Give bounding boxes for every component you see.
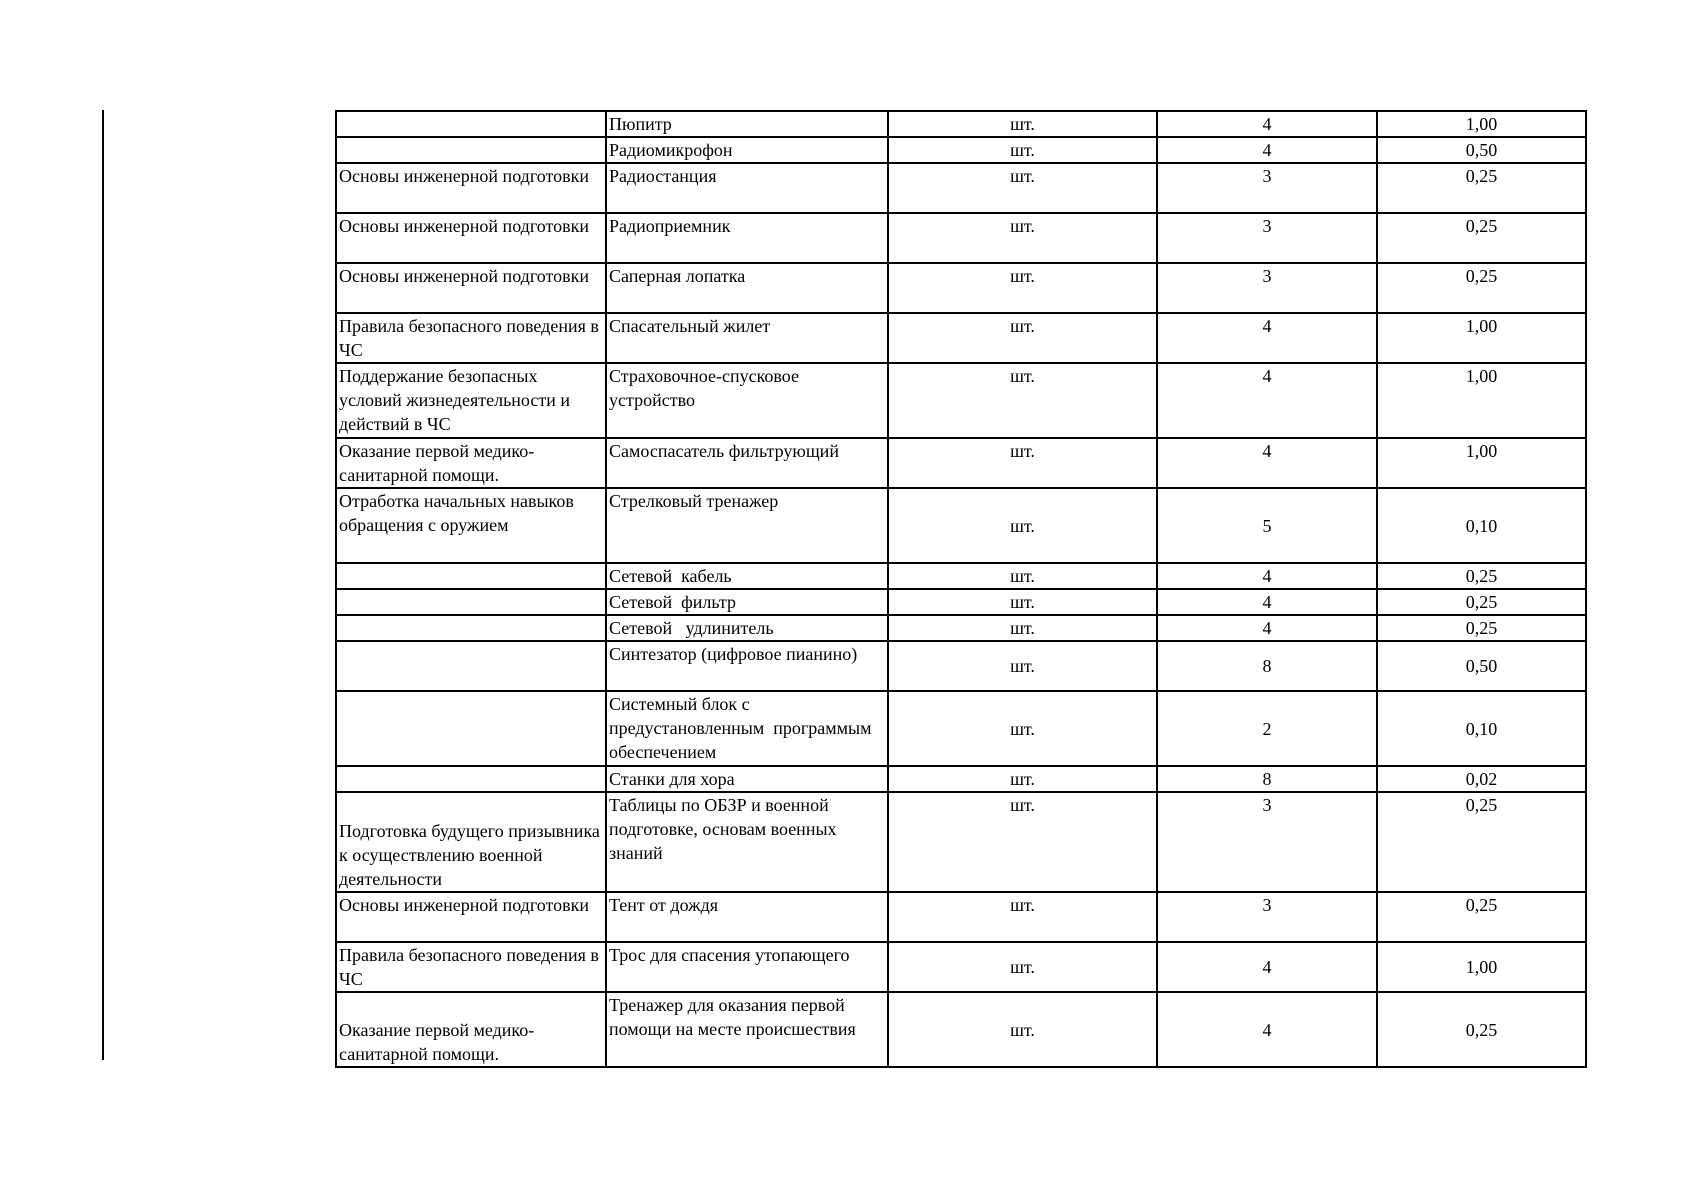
- quantity-cell: 4: [1157, 563, 1377, 589]
- rate-cell: 0,25: [1377, 615, 1586, 641]
- subject-cell: Оказание первой медико-санитарной помощи.: [336, 438, 606, 488]
- rate-cell: 0,10: [1377, 488, 1586, 563]
- subject-cell: [336, 766, 606, 792]
- subject-cell: Поддержание безопасных условий жизнедеятельности и действий в ЧС: [336, 363, 606, 438]
- item-name-cell: Самоспасатель фильтрующий: [606, 438, 888, 488]
- table-row: [336, 363, 1586, 438]
- table-row: [336, 137, 1586, 163]
- table-row: [336, 263, 1586, 313]
- quantity-cell: 4: [1157, 137, 1377, 163]
- table-row: [336, 438, 1586, 488]
- table-row: [336, 589, 1586, 615]
- rate-cell: 0,25: [1377, 263, 1586, 313]
- table-row: [336, 213, 1586, 263]
- table-row: [336, 615, 1586, 641]
- unit-cell: шт.: [888, 792, 1157, 892]
- unit-cell: шт.: [888, 942, 1157, 992]
- rate-cell: 0,50: [1377, 137, 1586, 163]
- item-name-cell: Системный блок с предустановленным программым обеспечением: [606, 691, 888, 766]
- table-row: [336, 942, 1586, 992]
- rate-cell: 1,00: [1377, 363, 1586, 438]
- item-name-cell: Станки для хора: [606, 766, 888, 792]
- table-row: [336, 313, 1586, 363]
- item-name-cell: Трос для спасения утопающего: [606, 942, 888, 992]
- unit-cell: шт.: [888, 563, 1157, 589]
- rate-cell: 1,00: [1377, 438, 1586, 488]
- rate-cell: 0,25: [1377, 563, 1586, 589]
- quantity-cell: 5: [1157, 488, 1377, 563]
- quantity-cell: 4: [1157, 363, 1377, 438]
- rate-cell: 1,00: [1377, 942, 1586, 992]
- subject-cell: [336, 563, 606, 589]
- rate-cell: 0,25: [1377, 992, 1586, 1067]
- rate-cell: 0,25: [1377, 792, 1586, 892]
- rate-cell: 0,02: [1377, 766, 1586, 792]
- item-name-cell: Стрелковый тренажер: [606, 488, 888, 563]
- quantity-cell: 4: [1157, 313, 1377, 363]
- subject-cell: Правила безопасного поведения в ЧС: [336, 942, 606, 992]
- table-row: [336, 691, 1586, 766]
- quantity-cell: 4: [1157, 438, 1377, 488]
- quantity-cell: 3: [1157, 163, 1377, 213]
- quantity-cell: 4: [1157, 942, 1377, 992]
- unit-cell: шт.: [888, 615, 1157, 641]
- unit-cell: шт.: [888, 163, 1157, 213]
- subject-cell: Основы инженерной подготовки: [336, 892, 606, 942]
- table-row: [336, 792, 1586, 892]
- item-name-cell: Радиомикрофон: [606, 137, 888, 163]
- unit-cell: шт.: [888, 766, 1157, 792]
- item-name-cell: Радиостанция: [606, 163, 888, 213]
- subject-cell: [336, 111, 606, 137]
- table-row: [336, 488, 1586, 563]
- item-name-cell: Сетевой фильтр: [606, 589, 888, 615]
- subject-cell: Основы инженерной подготовки: [336, 163, 606, 213]
- unit-cell: шт.: [888, 263, 1157, 313]
- rate-cell: 0,25: [1377, 589, 1586, 615]
- rate-cell: 1,00: [1377, 111, 1586, 137]
- item-name-cell: Радиоприемник: [606, 213, 888, 263]
- unit-cell: шт.: [888, 691, 1157, 766]
- quantity-cell: 8: [1157, 641, 1377, 691]
- quantity-cell: 3: [1157, 792, 1377, 892]
- item-name-cell: Синтезатор (цифровое пианино): [606, 641, 888, 691]
- subject-cell: [336, 691, 606, 766]
- unit-cell: шт.: [888, 641, 1157, 691]
- rate-cell: 0,10: [1377, 691, 1586, 766]
- subject-cell: Основы инженерной подготовки: [336, 213, 606, 263]
- table-row: [336, 641, 1586, 691]
- table-row: [336, 766, 1586, 792]
- subject-cell: [336, 641, 606, 691]
- subject-cell: [336, 589, 606, 615]
- unit-cell: шт.: [888, 313, 1157, 363]
- rate-cell: 0,25: [1377, 163, 1586, 213]
- rate-cell: 0,25: [1377, 892, 1586, 942]
- unit-cell: шт.: [888, 363, 1157, 438]
- unit-cell: шт.: [888, 992, 1157, 1067]
- unit-cell: шт.: [888, 111, 1157, 137]
- quantity-cell: 8: [1157, 766, 1377, 792]
- table-row: [336, 992, 1586, 1067]
- page-margin-line: [102, 110, 104, 1060]
- item-name-cell: Саперная лопатка: [606, 263, 888, 313]
- rate-cell: 1,00: [1377, 313, 1586, 363]
- subject-cell: [336, 615, 606, 641]
- table-row: [336, 163, 1586, 213]
- subject-cell: Отработка начальных навыков обращения с оружием: [336, 488, 606, 563]
- quantity-cell: 4: [1157, 615, 1377, 641]
- quantity-cell: 3: [1157, 213, 1377, 263]
- subject-cell: Подготовка будущего призывника к осуществлению военной деятельности: [336, 792, 606, 892]
- table-row: [336, 111, 1586, 137]
- subject-cell: Основы инженерной подготовки: [336, 263, 606, 313]
- table-row: [336, 892, 1586, 942]
- item-name-cell: Пюпитр: [606, 111, 888, 137]
- subject-cell: Правила безопасного поведения в ЧС: [336, 313, 606, 363]
- item-name-cell: Сетевой удлинитель: [606, 615, 888, 641]
- unit-cell: шт.: [888, 488, 1157, 563]
- unit-cell: шт.: [888, 438, 1157, 488]
- item-name-cell: Тент от дождя: [606, 892, 888, 942]
- subject-cell: Оказание первой медико-санитарной помощи.: [336, 992, 606, 1067]
- item-name-cell: Сетевой кабель: [606, 563, 888, 589]
- rate-cell: 0,50: [1377, 641, 1586, 691]
- quantity-cell: 4: [1157, 589, 1377, 615]
- quantity-cell: 4: [1157, 992, 1377, 1067]
- quantity-cell: 3: [1157, 263, 1377, 313]
- item-name-cell: Таблицы по ОБЗР и военной подготовке, основам военных знаний: [606, 792, 888, 892]
- item-name-cell: Страховочное-спусковое устройство: [606, 363, 888, 438]
- unit-cell: шт.: [888, 213, 1157, 263]
- unit-cell: шт.: [888, 589, 1157, 615]
- table-row: [336, 563, 1586, 589]
- quantity-cell: 4: [1157, 111, 1377, 137]
- item-name-cell: Тренажер для оказания первой помощи на месте происшествия: [606, 992, 888, 1067]
- equipment-table: [335, 110, 1587, 1068]
- quantity-cell: 3: [1157, 892, 1377, 942]
- item-name-cell: Спасательный жилет: [606, 313, 888, 363]
- subject-cell: [336, 137, 606, 163]
- unit-cell: шт.: [888, 137, 1157, 163]
- quantity-cell: 2: [1157, 691, 1377, 766]
- rate-cell: 0,25: [1377, 213, 1586, 263]
- unit-cell: шт.: [888, 892, 1157, 942]
